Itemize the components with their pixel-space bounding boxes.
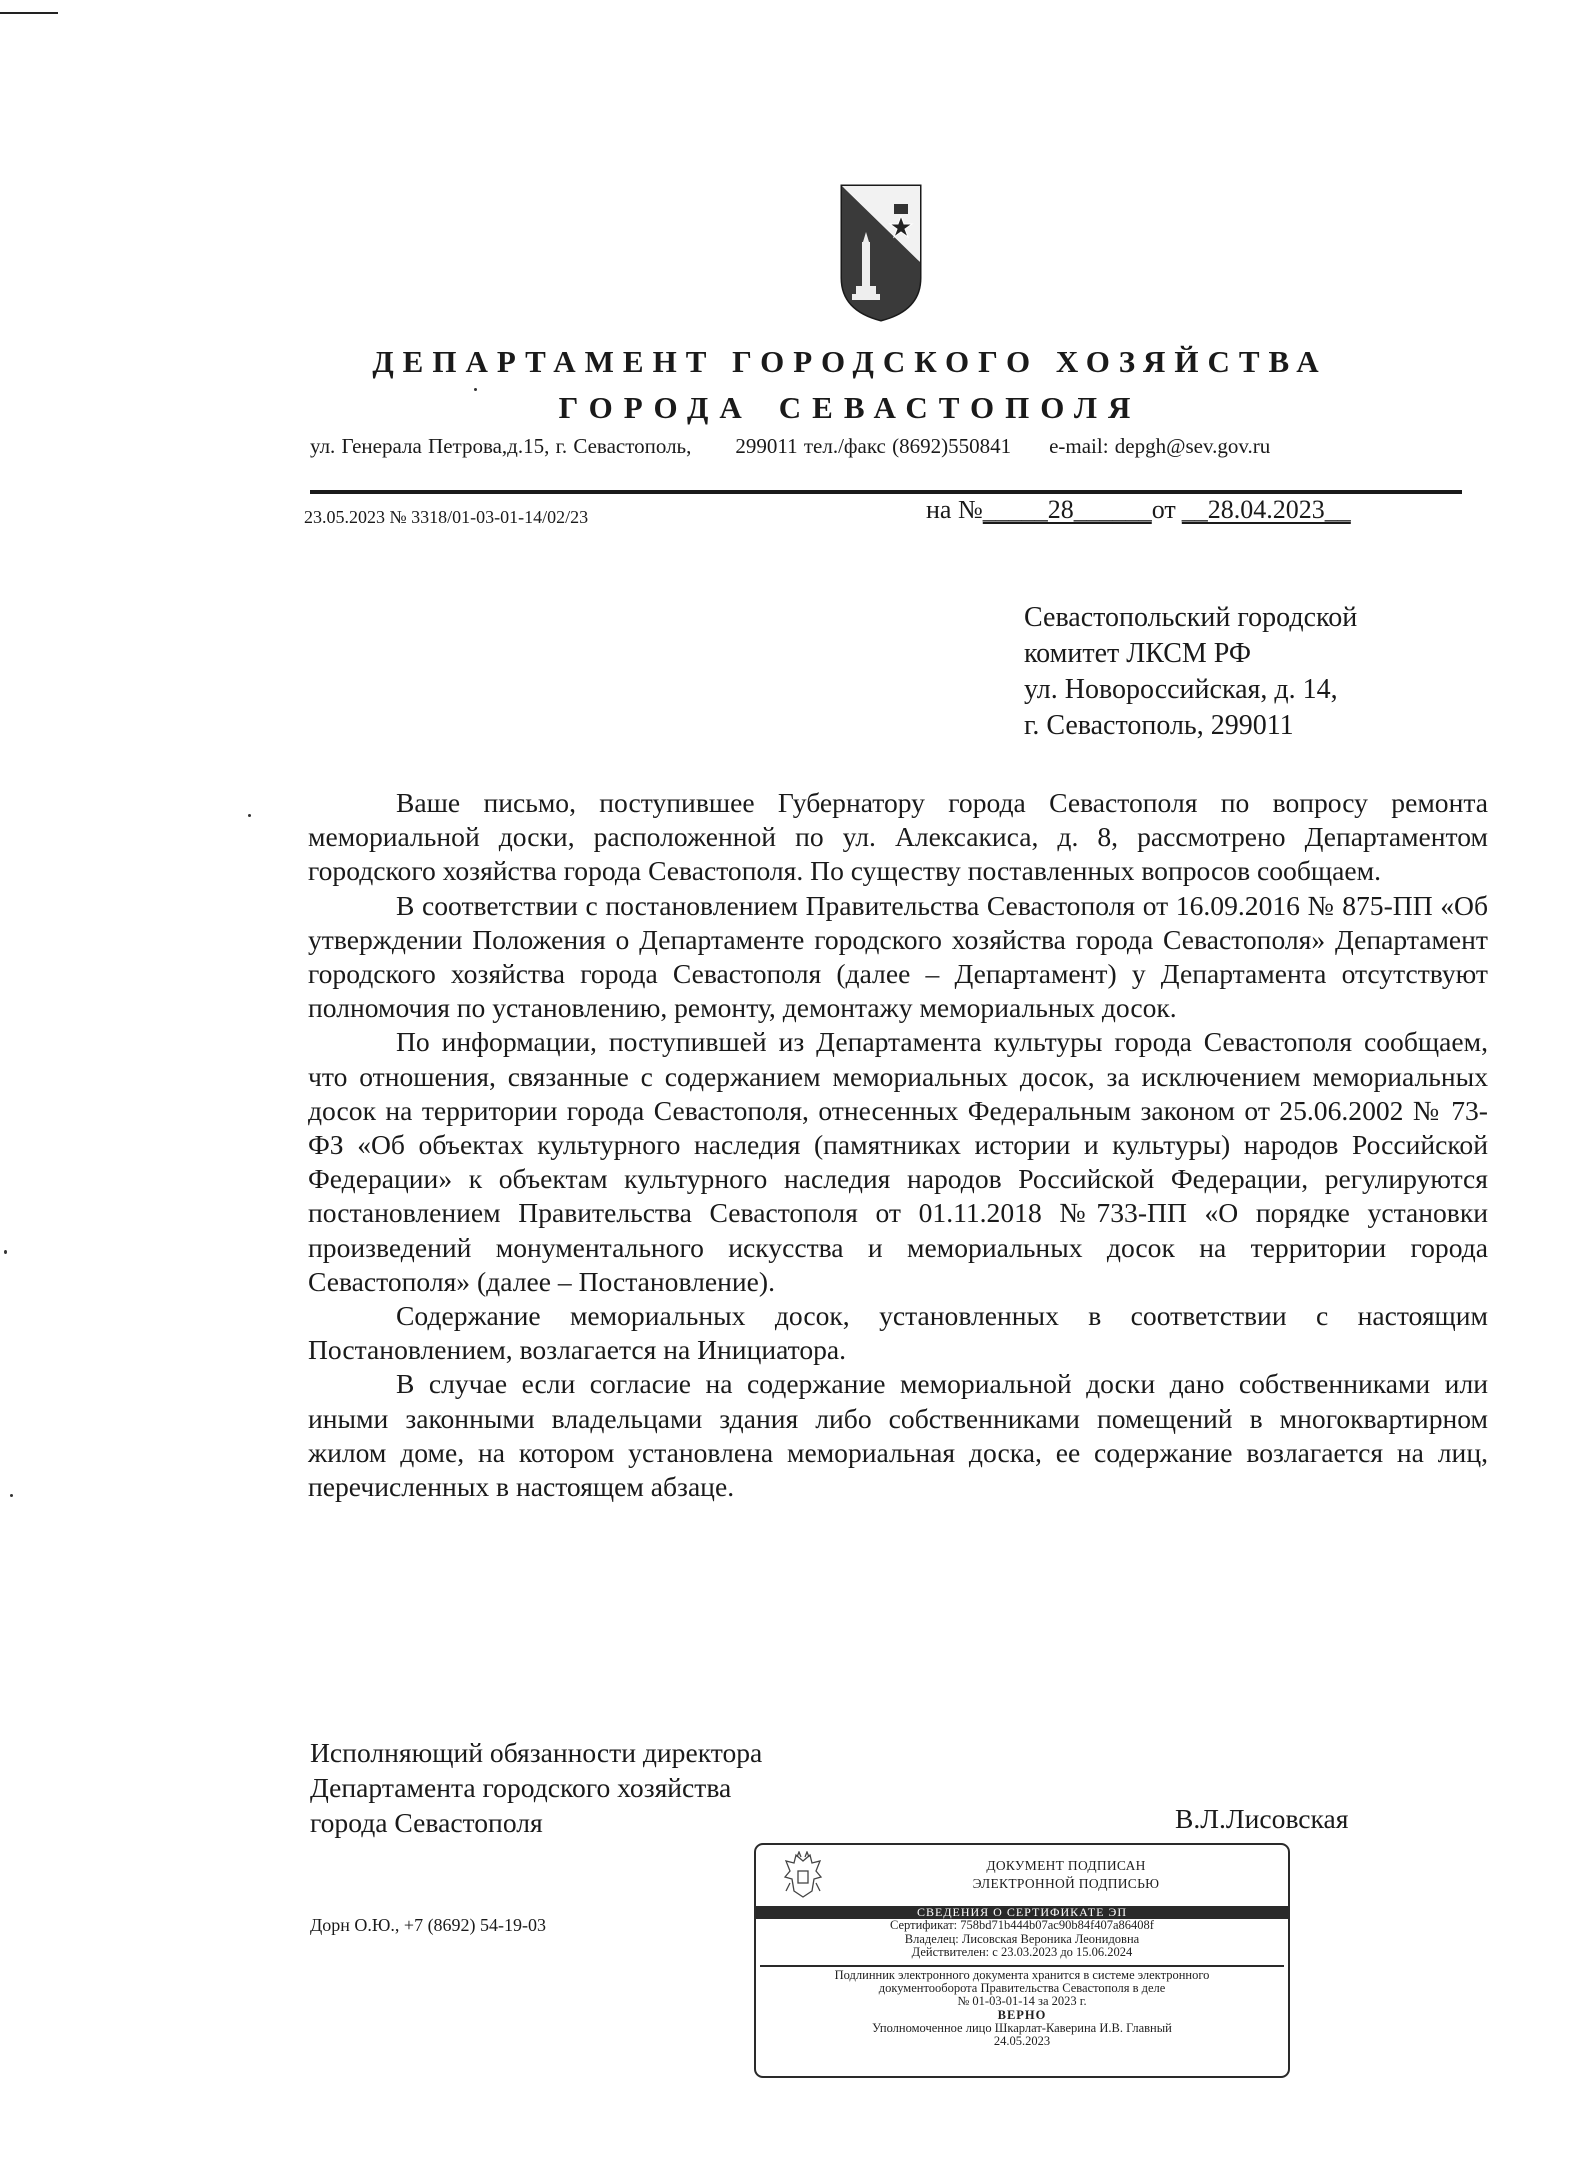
scan-speck [4, 1250, 7, 1254]
department-title-line1: ДЕПАРТАМЕНТ ГОРОДСКОГО ХОЗЯЙСТВА [372, 344, 1328, 379]
reference-date: __28.04.2023__ [1181, 495, 1351, 524]
department-title-line2 [300, 390, 1400, 426]
scan-speck [474, 388, 477, 391]
executor-contact: Дорн О.Ю., +7 (8692) 54-19-03 [310, 1915, 547, 1935]
signatory-position [310, 1735, 762, 1840]
department-title-city-name: СЕВАСТОПОЛЯ [778, 390, 1142, 425]
reference-number: _____28______ [982, 495, 1152, 524]
certificate-info-band: СВЕДЕНИЯ О СЕРТИФИКАТЕ ЭП [756, 1906, 1288, 1919]
stamp-divider [760, 1965, 1284, 1967]
stamp-header [756, 1845, 1288, 1906]
certificate-info [756, 1919, 1288, 1960]
letterhead-email: e-mail: depgh@sev.gov.ru [1049, 434, 1271, 458]
sevastopol-coat-of-arms-icon [838, 182, 924, 324]
addressee-line: комитет ЛКСМ РФ [1024, 638, 1252, 669]
letterhead-contacts [310, 434, 1270, 459]
letterhead-divider [310, 490, 1462, 494]
letterhead-address: ул. Генерала Петрова,д.15, г. Севастополь, [310, 434, 692, 458]
certificate-owner: Владелец: Лисовская Вероника Леонидовна [904, 1931, 1140, 1946]
letter-body [308, 786, 1488, 1504]
certificate-number: Сертификат: 758bd71b444b07ac90b84f407a86408f [890, 1918, 1154, 1932]
body-paragraph: В соответствии с постановлением Правительства Севастополя от 16.09.2016 № 875-ПП «Об утверждении Положения о Департаменте городского хозяйства города Севастополя» Департамент городского хозяйства города Севастополя (далее – Департамент) у Департамента отсутствуют полномочия по установлению, ремонту, демонтажу мемориальных досок. [308, 889, 1488, 1024]
signatory-position-line: Исполняющий обязанности директора [310, 1737, 763, 1768]
incoming-reference [926, 495, 1351, 525]
body-paragraph: Ваше письмо, поступившее Губернатору города Севастополя по вопросу ремонта мемориальной доски, расположенной по ул. Алексакиса, д. 8, рассмотрено Департаментом городского хозяйства города Севастополя. По существу поставленных вопросов сообщаем. [308, 787, 1488, 887]
verified-mark: ВЕРНО [997, 2007, 1047, 2022]
addressee-line: Севастопольский городской [1024, 602, 1358, 633]
russian-coat-of-arms-icon [782, 1851, 824, 1901]
addressee-line: г. Севастополь, 299011 [1024, 710, 1294, 741]
addressee-line: ул. Новороссийская, д. 14, [1024, 674, 1338, 705]
stamp-title: ДОКУМЕНТ ПОДПИСАН [986, 1858, 1146, 1873]
reference-prefix: на № [926, 495, 983, 524]
addressee-block [1024, 600, 1357, 744]
storage-note-line: Подлинник электронного документа хранится в системе электронного [834, 1968, 1210, 1982]
storage-note-line: № 01-03-01-14 за 2023 г. [957, 1994, 1087, 2009]
scan-speck [10, 1494, 13, 1497]
certificate-validity: Действителен: с 23.03.2023 до 15.06.2024 [911, 1945, 1133, 1959]
signatory-position-line: Департамента городского хозяйства [310, 1772, 732, 1803]
department-title-city-label: ГОРОДА [558, 390, 753, 425]
body-paragraph: Содержание мемориальных досок, установленных в соответствии с настоящим Постановлением, возлагается на Инициатора. [308, 1300, 1488, 1366]
signatory-name: В.Л.Лисовская [1175, 1803, 1349, 1834]
authorized-person: Уполномоченное лицо Шкарлат-Каверина И.В. Главный [872, 2020, 1172, 2035]
storage-note-line: документооборота Правительства Севастополя в деле [878, 1981, 1166, 1996]
signatory-position-line: города Севастополя [310, 1807, 543, 1838]
outgoing-registration-number: 23.05.2023 № 3318/01-03-01-14/02/23 [304, 507, 589, 527]
scan-speck [248, 814, 251, 817]
verification-date: 24.05.2023 [993, 2034, 1051, 2049]
body-paragraph: В случае если согласие на содержание мемориальной доски дано собственниками или иными законными владельцами здания либо собственниками помещений в многоквартирном жилом доме, на котором установлена мемориальная доска, ее содержание возлагается на лиц, перечисленных в настоящем абзаце. [308, 1368, 1488, 1503]
letterhead-phone: 299011 тел./факс (8692)550841 [735, 434, 1012, 458]
body-paragraph: По информации, поступившей из Департамента культуры города Севастополя сообщаем, что отношения, связанные с содержанием мемориальных досок, за исключением мемориальных досок на территории города Севастополя, отнесенных Федеральным законом от 25.06.2002 № 73-ФЗ «Об объектах культурного наследия (памятниках истории и культуры) народов Российской Федерации» к объектам культурного наследия народов Российской Федерации, регулируются постановлением Правительства Севастополя от 01.11.2018 №733-ПП «О порядке установки произведений монументального искусства и мемориальных досок на территории города Севастополя» (далее – Постановление). [308, 1026, 1488, 1297]
stamp-title: ЭЛЕКТРОННОЙ ПОДПИСЬЮ [972, 1876, 1160, 1891]
scan-corner-mark [0, 12, 58, 14]
e-signature-stamp [754, 1843, 1290, 2078]
storage-note [756, 1969, 1288, 2048]
reference-from-label: от [1151, 495, 1176, 524]
